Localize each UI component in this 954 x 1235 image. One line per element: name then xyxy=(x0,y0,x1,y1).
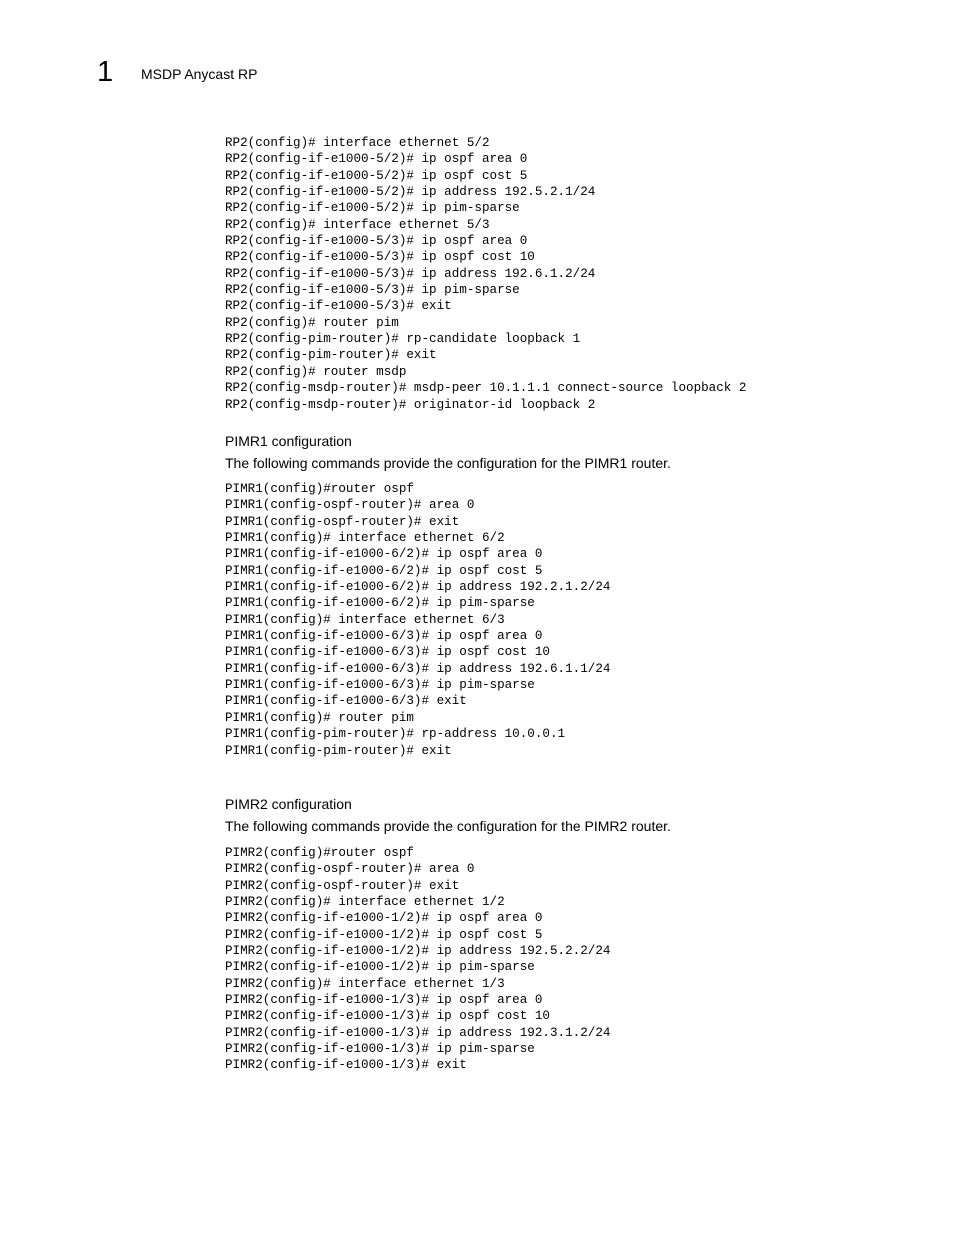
code-line: PIMR1(config-if-e1000-6/3)# ip address 192.6.1.1/24 xyxy=(225,661,611,676)
code-line: PIMR1(config-if-e1000-6/2)# ip pim-sparse xyxy=(225,596,535,611)
code-line: PIMR2(config-if-e1000-1/2)# ip pim-sparse xyxy=(225,960,535,975)
code-line: PIMR1(config)# interface ethernet 6/3 xyxy=(225,612,505,627)
code-line: PIMR2(config-ospf-router)# area 0 xyxy=(225,862,475,877)
code-line: RP2(config-if-e1000-5/3)# ip address 192.6.1.2/24 xyxy=(225,266,596,281)
pimr1-description: The following commands provide the configuration for the PIMR1 router. xyxy=(225,455,671,471)
code-line: PIMR1(config)# router pim xyxy=(225,710,414,725)
code-line: PIMR2(config)# interface ethernet 1/3 xyxy=(225,976,505,991)
code-line: PIMR1(config-ospf-router)# area 0 xyxy=(225,498,475,513)
code-line: PIMR2(config-if-e1000-1/3)# ip ospf area 0 xyxy=(225,993,543,1008)
code-line: PIMR2(config-if-e1000-1/3)# ip pim-sparse xyxy=(225,1042,535,1057)
code-line: PIMR1(config-if-e1000-6/2)# ip address 192.2.1.2/24 xyxy=(225,580,611,595)
code-line: RP2(config)# interface ethernet 5/3 xyxy=(225,217,490,232)
code-line: PIMR2(config)# interface ethernet 1/2 xyxy=(225,895,505,910)
code-line: RP2(config-if-e1000-5/2)# ip address 192.5.2.1/24 xyxy=(225,185,596,200)
code-line: PIMR1(config-if-e1000-6/3)# ip pim-sparse xyxy=(225,678,535,693)
code-line: PIMR2(config)#router ospf xyxy=(225,846,414,860)
code-line: RP2(config)# router msdp xyxy=(225,364,407,379)
code-line: PIMR2(config-if-e1000-1/3)# ip address 192.3.1.2/24 xyxy=(225,1025,611,1040)
code-line: PIMR2(config-if-e1000-1/2)# ip ospf area 0 xyxy=(225,911,543,926)
code-line: PIMR1(config-if-e1000-6/3)# exit xyxy=(225,694,467,709)
code-line: PIMR1(config)# interface ethernet 6/2 xyxy=(225,531,505,546)
code-line: RP2(config-if-e1000-5/2)# ip pim-sparse xyxy=(225,201,520,216)
pimr2-description: The following commands provide the configuration for the PIMR2 router. xyxy=(225,818,671,834)
code-line: PIMR2(config-ospf-router)# exit xyxy=(225,878,460,893)
rp2-config-code-block xyxy=(225,135,746,413)
code-line: RP2(config-if-e1000-5/2)# ip ospf cost 5 xyxy=(225,168,528,183)
code-line: PIMR2(config-if-e1000-1/3)# exit xyxy=(225,1058,467,1073)
code-line: PIMR2(config-if-e1000-1/2)# ip ospf cost 5 xyxy=(225,927,543,942)
code-line: RP2(config-if-e1000-5/3)# ip ospf cost 10 xyxy=(225,250,535,265)
running-section-title: MSDP Anycast RP xyxy=(141,66,258,82)
code-line: PIMR1(config-ospf-router)# exit xyxy=(225,514,460,529)
code-line: PIMR1(config-if-e1000-6/2)# ip ospf area 0 xyxy=(225,547,543,562)
code-line: RP2(config)# interface ethernet 5/2 xyxy=(225,136,490,150)
pimr1-heading: PIMR1 configuration xyxy=(225,433,352,449)
code-line: PIMR1(config-if-e1000-6/3)# ip ospf cost 10 xyxy=(225,645,550,660)
pimr2-config-code-block xyxy=(225,845,610,1074)
code-line: PIMR1(config-pim-router)# rp-address 10.0.0.1 xyxy=(225,727,566,742)
code-line: RP2(config-pim-router)# exit xyxy=(225,348,437,363)
code-line: RP2(config-msdp-router)# originator-id loopback 2 xyxy=(225,397,596,412)
code-line: PIMR2(config-if-e1000-1/3)# ip ospf cost 10 xyxy=(225,1009,550,1024)
code-line: PIMR1(config-if-e1000-6/3)# ip ospf area 0 xyxy=(225,629,543,644)
pimr1-config-code-block xyxy=(225,481,610,759)
code-line: RP2(config-if-e1000-5/3)# ip ospf area 0 xyxy=(225,234,528,249)
pimr2-heading: PIMR2 configuration xyxy=(225,796,352,812)
code-line: RP2(config-if-e1000-5/3)# ip pim-sparse xyxy=(225,283,520,298)
code-line: RP2(config-pim-router)# rp-candidate loopback 1 xyxy=(225,332,581,347)
code-line: PIMR1(config-if-e1000-6/2)# ip ospf cost 5 xyxy=(225,563,543,578)
code-line: PIMR2(config-if-e1000-1/2)# ip address 192.5.2.2/24 xyxy=(225,944,611,959)
code-line: RP2(config-if-e1000-5/3)# exit xyxy=(225,299,452,314)
code-line: RP2(config)# router pim xyxy=(225,315,399,330)
code-line: PIMR1(config)#router ospf xyxy=(225,482,414,496)
code-line: RP2(config-msdp-router)# msdp-peer 10.1.1.1 connect-source loopback 2 xyxy=(225,381,747,396)
code-line: PIMR1(config-pim-router)# exit xyxy=(225,743,452,758)
code-line: RP2(config-if-e1000-5/2)# ip ospf area 0 xyxy=(225,152,528,167)
chapter-number: 1 xyxy=(97,56,114,88)
